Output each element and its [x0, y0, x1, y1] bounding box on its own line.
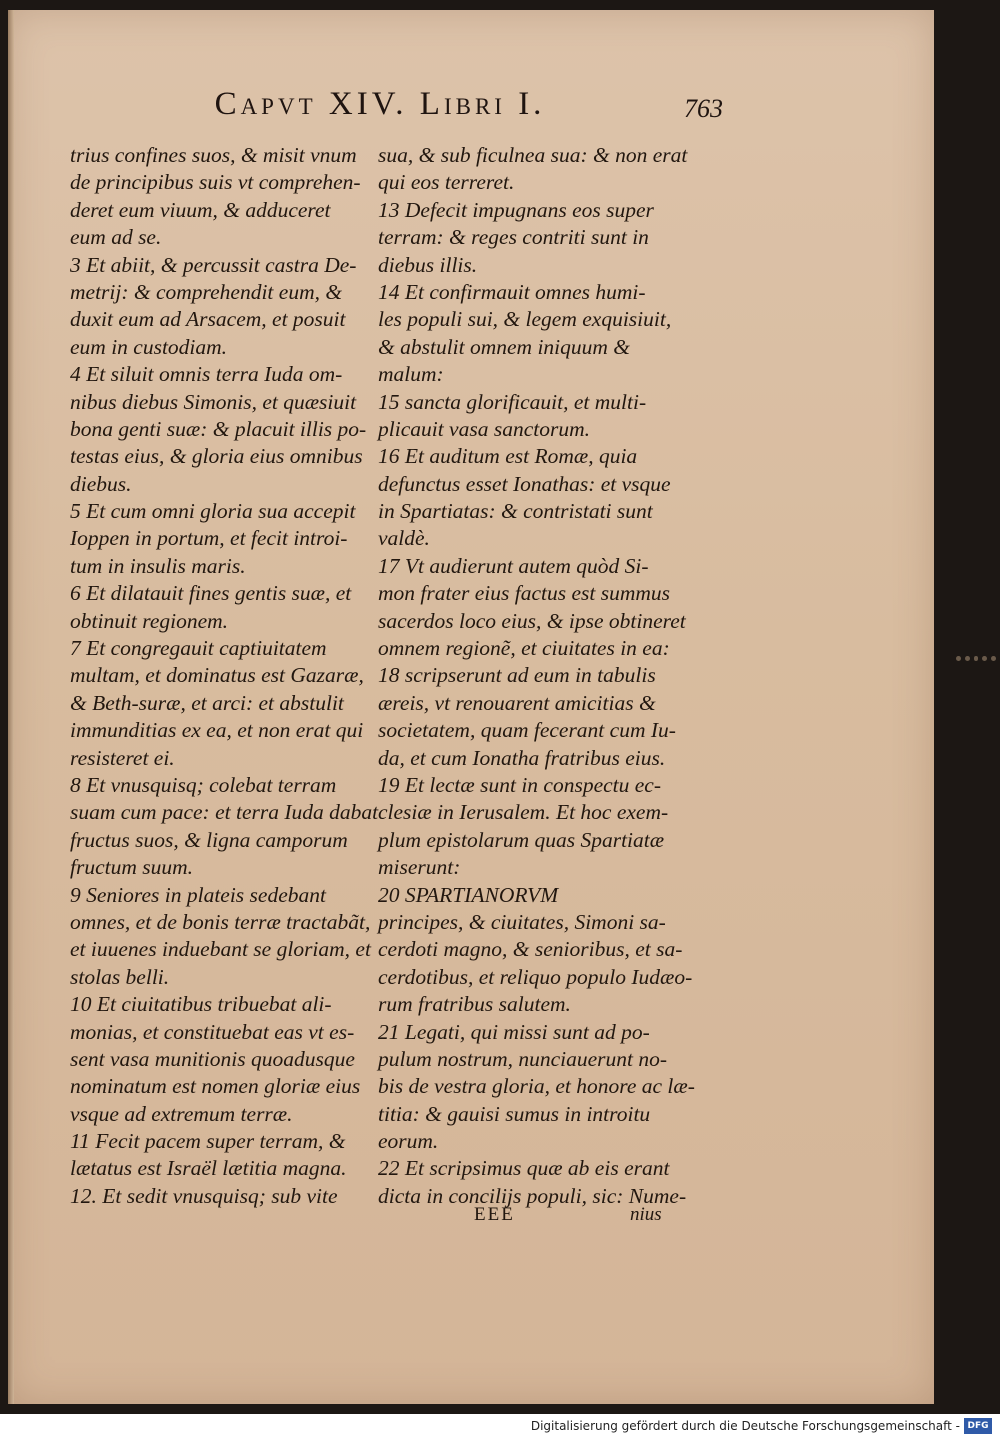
text-line: valdè.: [378, 526, 430, 551]
text-line: fructus suos, & ligna camporum: [70, 827, 348, 852]
text-line: fructum suum.: [70, 855, 194, 880]
text-line: 15 sancta glorificauit, et multi-: [378, 389, 647, 414]
text-line: stolas belli.: [70, 964, 170, 989]
text-line: æreis, vt renouarent amicitias &: [378, 690, 656, 715]
text-line: 12. Et sedit vnusquisq; sub vite: [70, 1183, 338, 1208]
text-line: clesiæ in Ierusalem. Et hoc exem-: [378, 800, 669, 825]
text-line: suam cum pace: et terra Iuda dabat: [70, 800, 379, 825]
text-line: & abstulit omnem iniquum &: [378, 334, 631, 359]
text-line: 22 Et scripsimus quæ ab eis erant: [378, 1156, 670, 1181]
funding-credit: Digitalisierung gefördert durch die Deutsche Forschungsgemeinschaft -: [530, 1419, 960, 1433]
text-line: cerdotibus, et reliquo populo Iudæo-: [378, 964, 693, 989]
text-line: sacerdos loco eius, & ipse obtineret: [378, 608, 686, 633]
page-spine-edge: [8, 10, 14, 1404]
text-line: tum in insulis maris.: [70, 553, 246, 578]
text-line: in Spartiatas: & contristati sunt: [378, 499, 653, 524]
text-line: omnem regionẽ, et ciuitates in ea:: [378, 636, 670, 661]
text-line: dicta in concilijs populi, sic: Nume-: [378, 1183, 687, 1208]
text-line: terram: & reges contriti sunt in: [378, 225, 649, 250]
text-line: testas eius, & gloria eius omnibus: [70, 444, 363, 469]
text-line: et iuuenes induebant se gloriam, et: [70, 937, 371, 962]
catchword: nius: [630, 1204, 662, 1225]
text-line: 4 Et siluit omnis terra Iuda om-: [70, 362, 343, 387]
text-line: 21 Legati, qui missi sunt ad po-: [378, 1019, 650, 1044]
text-line: les populi sui, & legem exquisiuit,: [378, 307, 672, 332]
text-line: miserunt:: [378, 855, 461, 880]
text-line: deret eum viuum, & adduceret: [70, 197, 331, 222]
text-line: defunctus esset Ionathas: et vsque: [378, 471, 671, 496]
text-line: duxit eum ad Arsacem, et posuit: [70, 307, 346, 332]
text-line: sent vasa munitionis quoadusque: [70, 1046, 355, 1071]
text-line: 20 SPARTIANORVM: [378, 882, 559, 907]
signature-mark: EEE: [474, 1204, 515, 1225]
text-line: Ioppen in portum, et fecit introi-: [70, 526, 348, 551]
text-line: da, et cum Ionatha fratribus eius.: [378, 745, 666, 770]
text-line: bis de vestra gloria, et honore ac læ-: [378, 1074, 695, 1099]
text-line: 19 Et lectæ sunt in conspectu ec-: [378, 772, 662, 797]
dfg-logo: DFG: [964, 1418, 992, 1434]
text-line: monias, et constituebat eas vt es-: [70, 1019, 355, 1044]
text-line: principes, & ciuitates, Simoni sa-: [378, 909, 666, 934]
text-line: multam, et dominatus est Gazaræ,: [70, 663, 364, 688]
text-line: immunditias ex ea, et non erat qui: [70, 718, 364, 743]
text-line: bona genti suæ: & placuit illis po-: [70, 416, 367, 441]
text-line: trius confines suos, & misit vnum: [70, 143, 357, 167]
text-line: omnes, et de bonis terræ tractabãt,: [70, 909, 371, 934]
text-line: eum ad se.: [70, 225, 162, 250]
text-line: plum epistolarum quas Spartiatæ: [378, 827, 665, 852]
text-line: titia: & gauisi sumus in introitu: [378, 1101, 651, 1126]
text-line: sua, & sub ficulnea sua: & non erat: [378, 143, 688, 167]
text-line: 16 Et auditum est Romæ, quia: [378, 444, 638, 469]
text-line: nominatum est nomen gloriæ eius: [70, 1074, 361, 1099]
text-line: metrij: & comprehendit eum, &: [70, 279, 343, 304]
text-line: plicauit vasa sanctorum.: [378, 416, 590, 441]
text-line: 6 Et dilatauit fines gentis suæ, et: [70, 581, 352, 606]
text-line: malum:: [378, 362, 444, 387]
text-line: 5 Et cum omni gloria sua accepit: [70, 499, 356, 524]
page-number: 763: [684, 94, 723, 123]
text-line: rum fratribus salutem.: [378, 992, 571, 1017]
text-line: societatem, quam fecerant cum Iu-: [378, 718, 676, 743]
text-line: 7 Et congregauit captiuitatem: [70, 636, 327, 661]
text-line: 8 Et vnusquisq; colebat terram: [70, 772, 337, 797]
text-line: cerdoti magno, & senioribus, et sa-: [378, 937, 683, 962]
text-line: mon frater eius factus est summus: [378, 581, 671, 606]
text-line: 11 Fecit pacem super terram, &: [70, 1129, 346, 1154]
running-head: Capvt XIV. Libri I.: [214, 86, 546, 122]
text-line: vsque ad extremum terræ.: [70, 1101, 293, 1126]
text-line: 13 Defecit impugnans eos super: [378, 197, 654, 222]
text-line: 10 Et ciuitatibus tribuebat ali-: [70, 992, 332, 1017]
text-line: lætatus est Israël lætitia magna.: [70, 1156, 347, 1181]
right-column: [378, 142, 695, 1210]
text-line: resisteret ei.: [70, 745, 175, 770]
text-line: obtinuit regionem.: [70, 608, 229, 633]
text-line: eum in custodiam.: [70, 334, 228, 359]
left-column: [70, 142, 379, 1210]
text-line: 18 scripserunt ad eum in tabulis: [378, 663, 656, 688]
text-line: 17 Vt audierunt autem quòd Si-: [378, 553, 649, 578]
text-line: de principibus suis vt comprehen-: [70, 170, 361, 195]
text-line: pulum nostrum, nunciauerunt no-: [378, 1046, 668, 1071]
text-line: & Beth-suræ, et arci: et abstulit: [70, 690, 344, 715]
text-line: eorum.: [378, 1129, 439, 1154]
text-line: nibus diebus Simonis, et quæsiuit: [70, 389, 357, 414]
text-line: 3 Et abiit, & percussit castra De-: [70, 252, 357, 277]
text-line: 9 Seniores in plateis sedebant: [70, 882, 326, 907]
text-line: diebus.: [70, 471, 132, 496]
text-line: diebus illis.: [378, 252, 478, 277]
text-line: qui eos terreret.: [378, 170, 515, 195]
scan-edge-marks: [956, 656, 996, 662]
text-line: 14 Et confirmauit omnes humi-: [378, 279, 646, 304]
